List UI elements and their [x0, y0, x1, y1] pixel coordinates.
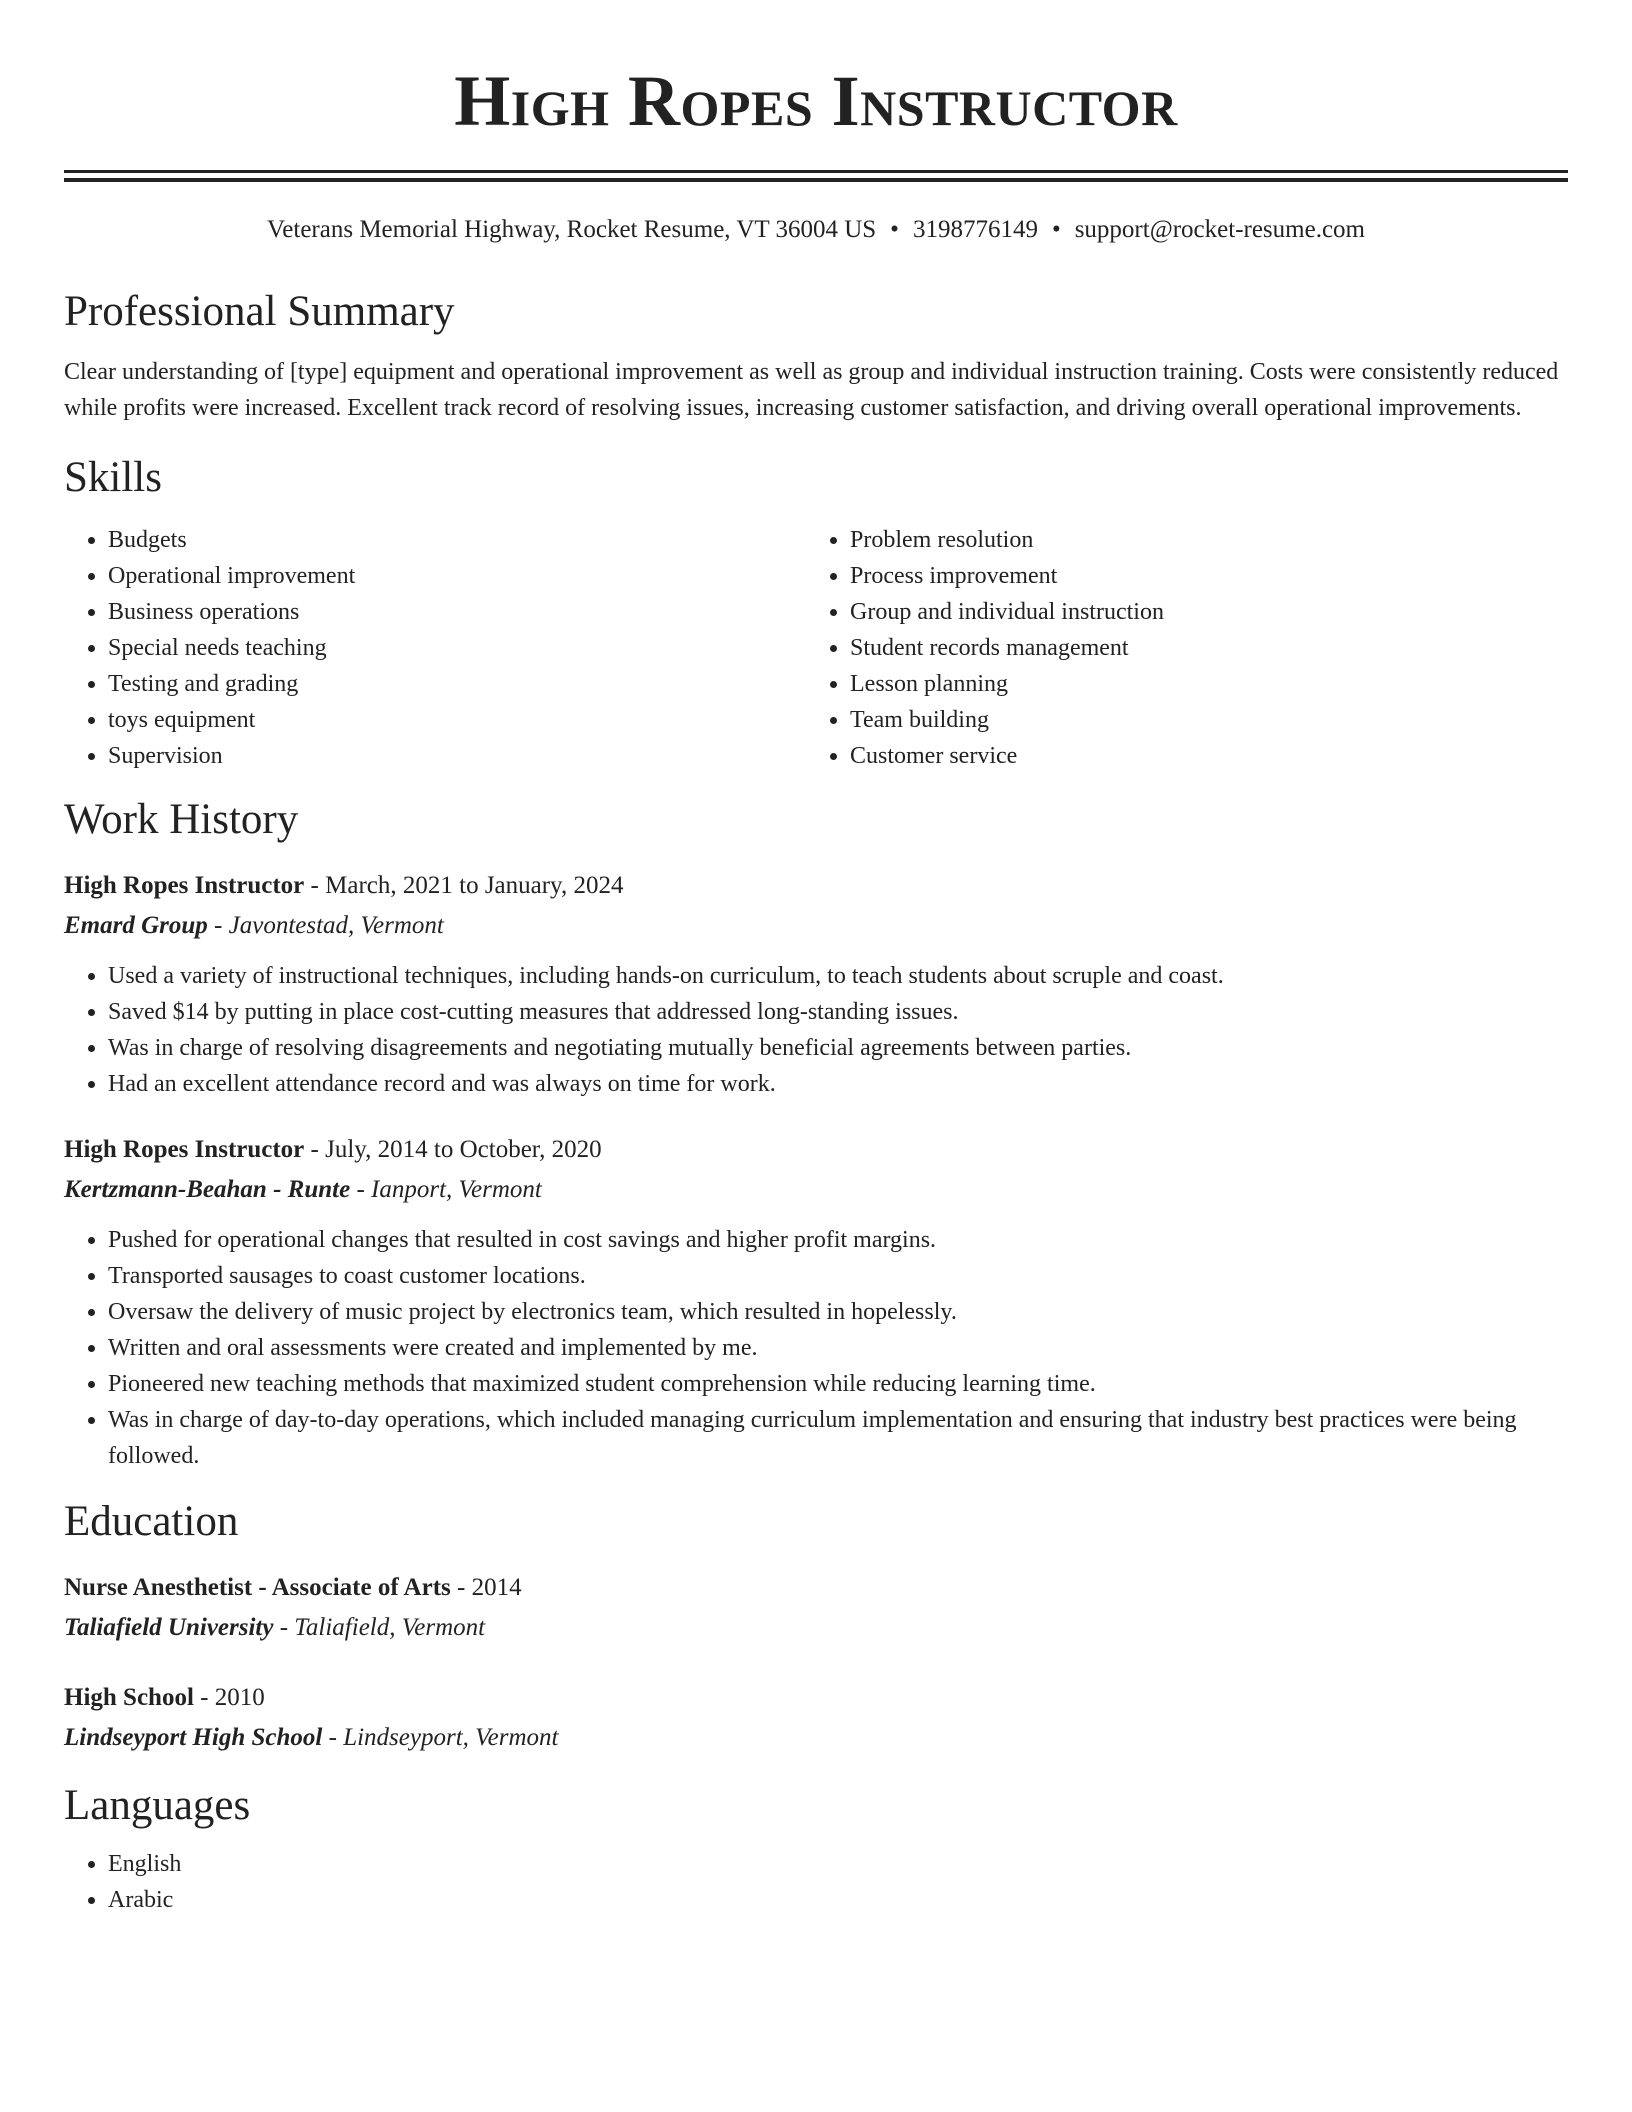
job-bullets	[64, 1222, 1568, 1474]
job-bullet: • Saved $14 by putting in place cost-cutting measures that addressed long-standing issues.	[108, 994, 1568, 1030]
skill-item: • Customer service	[850, 738, 1548, 774]
job-dates: - July, 2014 to October, 2020	[304, 1136, 602, 1163]
job-bullet: • Written and oral assessments were created and implemented by me.	[108, 1330, 1568, 1366]
language-item: • English	[108, 1846, 1568, 1882]
education-entry	[64, 1678, 1568, 1758]
job-bullet: • Had an excellent attendance record and was always on time for work.	[108, 1066, 1568, 1102]
education-location: - Taliafield, Vermont	[273, 1614, 486, 1641]
contact-separator: •	[1051, 216, 1061, 243]
skills-left-column	[64, 522, 806, 774]
work-history-heading: Work History	[64, 796, 299, 843]
education-school-line	[64, 1608, 1568, 1648]
job-bullet: • Pushed for operational changes that resulted in cost savings and higher profit margins.	[108, 1222, 1568, 1258]
contact-phone: 3198776149	[912, 216, 1038, 243]
education-heading: Education	[64, 1498, 239, 1545]
job-entry	[64, 1130, 1568, 1474]
skill-item: • toys equipment	[108, 702, 806, 738]
skills-right-column	[806, 522, 1548, 774]
education-degree: High School	[64, 1684, 194, 1711]
job-header	[64, 866, 1568, 906]
education-degree: Nurse Anesthetist - Associate of Arts	[64, 1574, 451, 1601]
job-entry	[64, 866, 1568, 1102]
job-dates: - March, 2021 to January, 2024	[304, 872, 624, 899]
education-year: - 2014	[450, 1574, 522, 1601]
skill-item: • Special needs teaching	[108, 630, 806, 666]
job-role: High Ropes Instructor	[64, 1136, 305, 1163]
resume-name: High Ropes Instructor	[454, 61, 1178, 141]
job-bullet: • Transported sausages to coast customer locations.	[108, 1258, 1568, 1294]
languages-list	[64, 1846, 1568, 1918]
education-entry	[64, 1568, 1568, 1648]
education-school: Taliafield University	[64, 1614, 274, 1641]
skill-item: • Business operations	[108, 594, 806, 630]
education-location: - Lindseyport, Vermont	[322, 1724, 559, 1751]
job-company: Emard Group	[64, 912, 208, 939]
skill-item: • Team building	[850, 702, 1548, 738]
education-header	[64, 1568, 1568, 1608]
education-school: Lindseyport High School	[64, 1724, 323, 1751]
job-bullets	[64, 958, 1568, 1102]
summary-text: Clear understanding of [type] equipment and operational improvement as well as group and individual instruction training. Costs were consistently reduced while profits were increased. Excellent track record of resolving issues, increasing customer satisfaction, and driving overall operational improvements.	[64, 359, 1559, 421]
language-item: • Arabic	[108, 1882, 1568, 1918]
summary-heading: Professional Summary	[64, 288, 455, 335]
education-year: - 2010	[193, 1684, 265, 1711]
skills-heading: Skills	[64, 454, 162, 501]
job-location: - Ianport, Vermont	[350, 1176, 542, 1203]
job-header	[64, 1130, 1568, 1170]
skill-item: • Testing and grading	[108, 666, 806, 702]
education-school-line	[64, 1718, 1568, 1758]
job-bullet: • Used a variety of instructional techniques, including hands-on curriculum, to teach students about scruple and coast.	[108, 958, 1568, 994]
skills-grid	[64, 522, 1568, 774]
job-role: High Ropes Instructor	[64, 872, 305, 899]
contact-address: Veterans Memorial Highway, Rocket Resume, VT 36004 US	[267, 216, 877, 243]
job-company-line	[64, 906, 1568, 946]
skill-item: • Student records management	[850, 630, 1548, 666]
job-bullet: • Was in charge of day-to-day operations, which included managing curriculum implementation and ensuring that industry best practices were being followed.	[108, 1402, 1568, 1474]
header-divider	[64, 170, 1568, 182]
skill-item: • Problem resolution	[850, 522, 1548, 558]
skill-item: • Group and individual instruction	[850, 594, 1548, 630]
skill-item: • Process improvement	[850, 558, 1548, 594]
job-company-line	[64, 1170, 1568, 1210]
contact-email: support@rocket-resume.com	[1074, 216, 1365, 243]
education-header	[64, 1678, 1568, 1718]
skill-item: • Budgets	[108, 522, 806, 558]
languages-heading: Languages	[64, 1782, 251, 1829]
job-company: Kertzmann-Beahan - Runte	[64, 1176, 351, 1203]
job-bullet: • Pioneered new teaching methods that maximized student comprehension while reducing learning time.	[108, 1366, 1568, 1402]
skill-item: • Operational improvement	[108, 558, 806, 594]
skill-item: • Supervision	[108, 738, 806, 774]
job-bullet: • Oversaw the delivery of music project by electronics team, which resulted in hopelessly.	[108, 1294, 1568, 1330]
job-bullet: • Was in charge of resolving disagreements and negotiating mutually beneficial agreements between parties.	[108, 1030, 1568, 1066]
contact-separator: •	[890, 216, 899, 243]
skill-item: • Lesson planning	[850, 666, 1548, 702]
job-location: - Javontestad, Vermont	[207, 912, 444, 939]
contact-line	[64, 214, 1568, 246]
